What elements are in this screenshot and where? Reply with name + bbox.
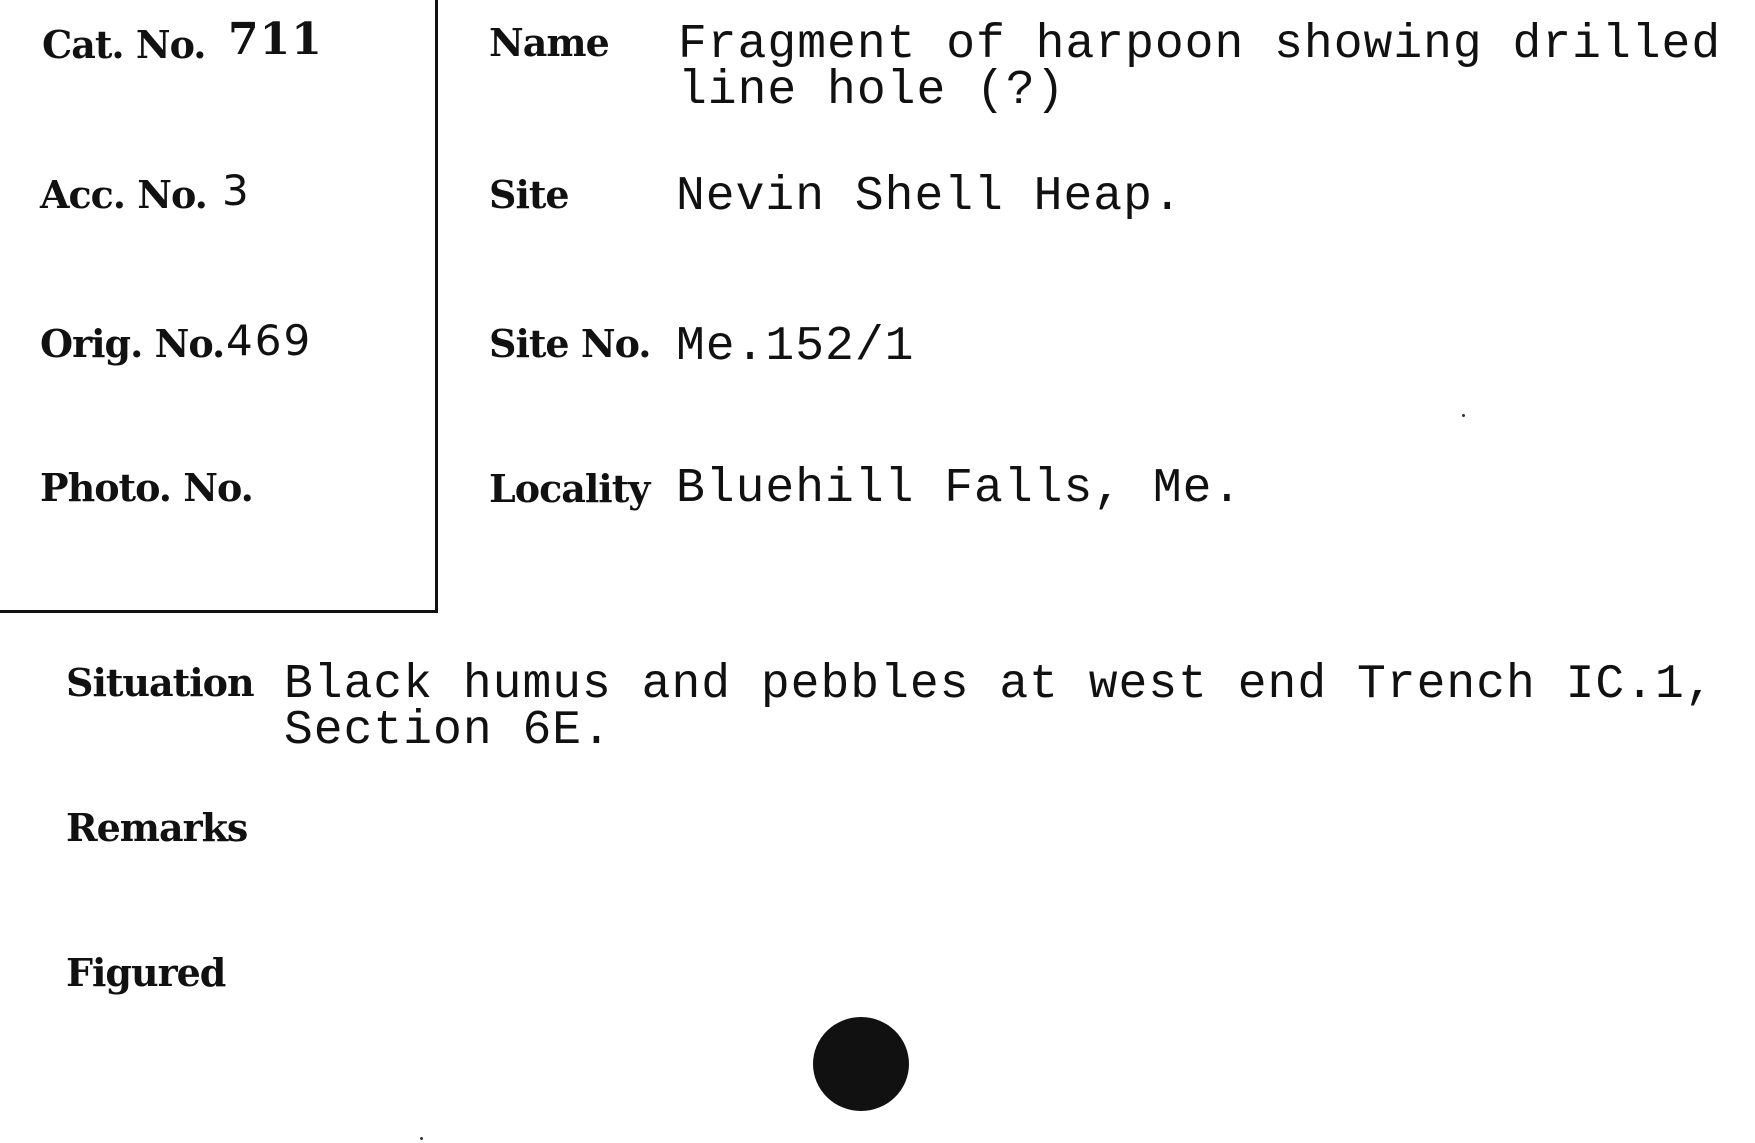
situation-value <box>284 658 1715 758</box>
situation-value-line-2: Section 6E. <box>284 704 612 758</box>
cat-no-label: Cat. No. <box>42 22 206 67</box>
acc-no-value: 3 <box>222 166 250 215</box>
figured-label: Figured <box>66 950 226 995</box>
situation-label: Situation <box>66 660 254 705</box>
acc-no-label: Acc. No. <box>40 172 207 217</box>
name-value <box>678 18 1722 118</box>
punch-hole <box>813 1017 909 1111</box>
ink-speck <box>1462 414 1465 417</box>
site-no-value: Me.152/1 <box>676 320 915 374</box>
name-value-line-2: line hole (?) <box>678 64 1066 118</box>
catalog-number-box <box>0 0 438 613</box>
ink-speck <box>420 1137 423 1140</box>
cat-no-value: 711 <box>228 14 323 65</box>
situation-value-line-1: Black humus and pebbles at west end Trench IC.1, <box>284 658 1715 712</box>
locality-value: Bluehill Falls, Me. <box>676 462 1243 516</box>
orig-no-label: Orig. No. <box>40 321 225 366</box>
locality-label: Locality <box>489 466 650 511</box>
name-value-line-1: Fragment of harpoon showing drilled <box>678 18 1722 72</box>
remarks-label: Remarks <box>66 805 248 850</box>
orig-no-value: 469 <box>226 316 313 365</box>
site-no-label: Site No. <box>489 321 651 366</box>
name-label: Name <box>489 20 609 65</box>
site-value: Nevin Shell Heap. <box>676 170 1183 224</box>
site-label: Site <box>489 172 569 217</box>
photo-no-label: Photo. No. <box>40 465 253 510</box>
